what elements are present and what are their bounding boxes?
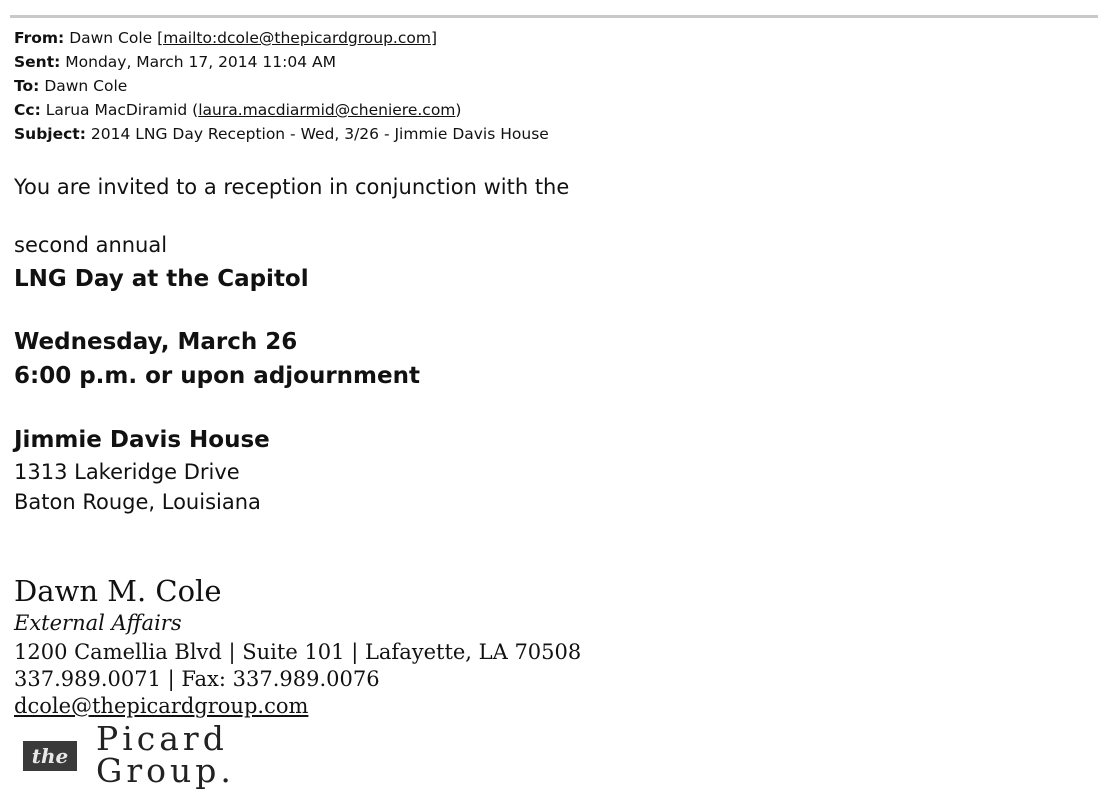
signature-address: 1200 Camellia Blvd | Suite 101 | Lafayette, LA 70508 bbox=[14, 640, 582, 664]
cc-line bbox=[14, 98, 549, 122]
to-value: Dawn Cole bbox=[44, 77, 128, 95]
venue-name: Jimmie Davis House bbox=[14, 427, 270, 453]
signature-phone: 337.989.0071 | Fax: 337.989.0076 bbox=[14, 667, 380, 691]
header-divider bbox=[10, 15, 1098, 18]
from-line bbox=[14, 26, 549, 50]
subject-value: 2014 LNG Day Reception - Wed, 3/26 - Jimmie Davis House bbox=[90, 125, 549, 143]
event-time: 6:00 p.m. or upon adjournment bbox=[14, 363, 420, 389]
from-label: From: bbox=[14, 29, 65, 47]
cc-label: Cc: bbox=[14, 101, 41, 119]
sent-label: Sent: bbox=[14, 53, 61, 71]
signature-email bbox=[14, 693, 308, 720]
sent-value: Monday, March 17, 2014 11:04 AM bbox=[65, 53, 337, 71]
event-title: LNG Day at the Capitol bbox=[14, 266, 309, 292]
invitation-annual: second annual bbox=[14, 233, 168, 257]
cc-email-link[interactable]: laura.macdiarmid@cheniere.com bbox=[198, 101, 456, 119]
cc-close-paren: ) bbox=[455, 101, 462, 119]
venue-address-1: 1313 Lakeridge Drive bbox=[14, 460, 240, 484]
logo-word-group: Group. bbox=[96, 751, 235, 790]
cc-open-paren: ( bbox=[192, 101, 199, 119]
to-line bbox=[14, 74, 549, 98]
event-date: Wednesday, March 26 bbox=[14, 329, 298, 355]
subject-line bbox=[14, 122, 549, 146]
signature-name: Dawn M. Cole bbox=[14, 574, 222, 608]
subject-label: Subject: bbox=[14, 125, 86, 143]
from-name: Dawn Cole bbox=[69, 29, 153, 47]
invitation-intro: You are invited to a reception in conjunction with the bbox=[14, 175, 570, 199]
signature-email-link[interactable]: dcole@thepicardgroup.com bbox=[14, 694, 309, 718]
email-header bbox=[14, 26, 549, 146]
sent-line bbox=[14, 50, 549, 74]
picard-group-logo bbox=[23, 719, 243, 792]
from-mailto-link[interactable]: [mailto:dcole@thepicardgroup.com] bbox=[157, 29, 438, 47]
venue-address-2: Baton Rouge, Louisiana bbox=[14, 490, 261, 514]
logo-badge: the bbox=[23, 741, 77, 771]
logo-word-picard: Picard bbox=[96, 719, 228, 758]
to-label: To: bbox=[14, 77, 40, 95]
cc-name: Larua MacDiramid bbox=[45, 101, 188, 119]
signature-title: External Affairs bbox=[14, 611, 182, 635]
